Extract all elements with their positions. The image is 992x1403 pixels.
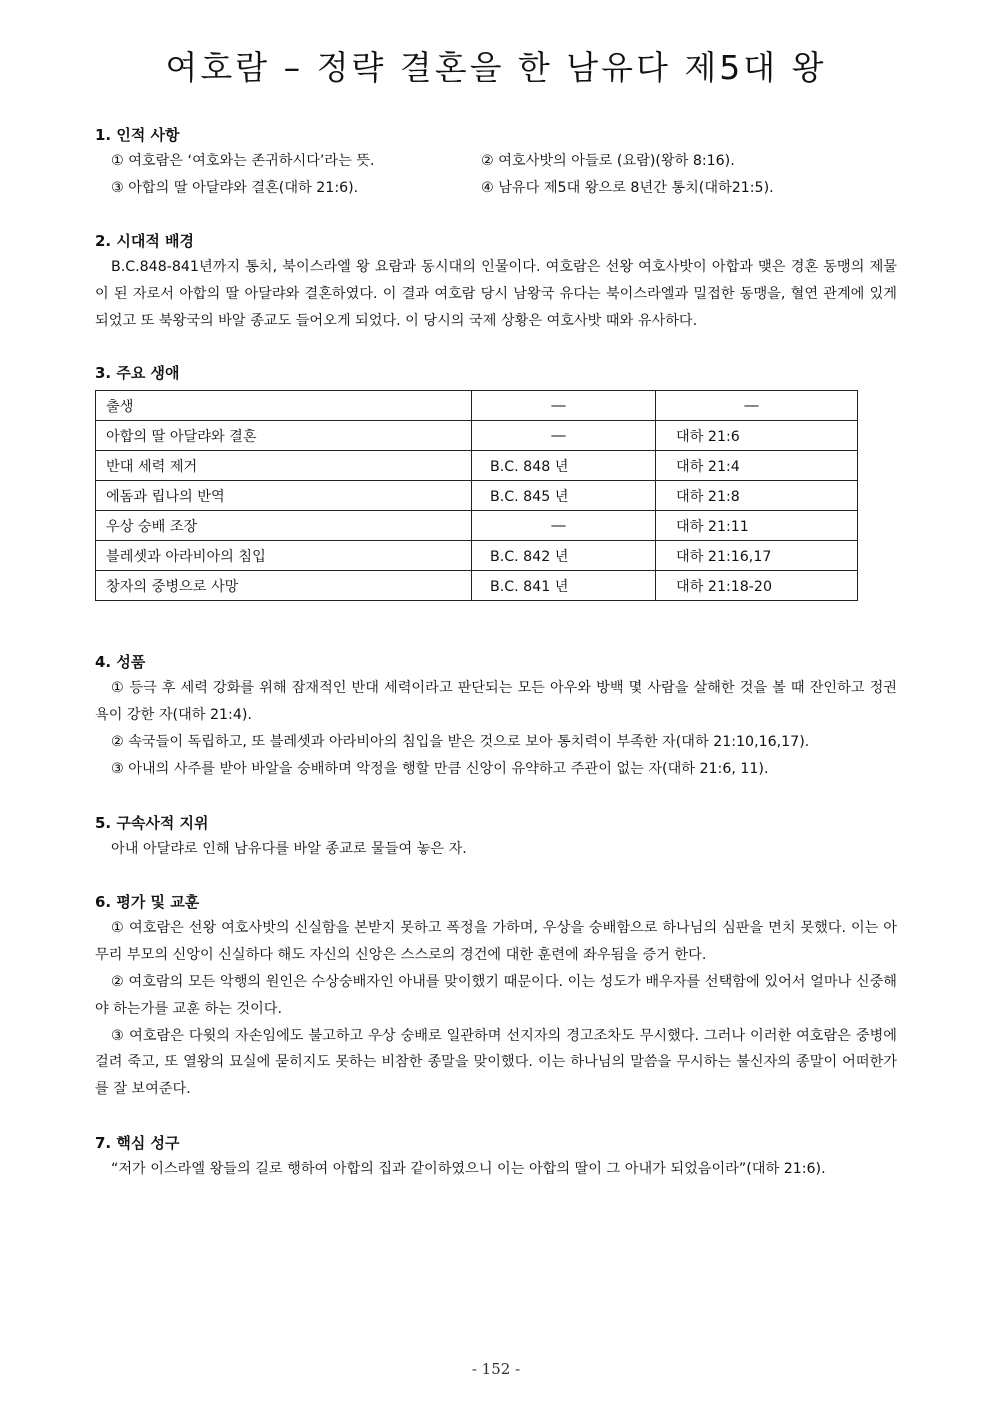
section-heading: 2. 시대적 배경 (95, 232, 195, 250)
event-cell: 우상 숭배 조장 (96, 511, 472, 541)
date-cell: ― (472, 391, 656, 421)
date-cell: B.C. 848 년 (472, 451, 656, 481)
page-number: - 152 - (471, 1360, 521, 1378)
section-heading: 4. 성품 (95, 653, 146, 672)
date-cell: B.C. 841 년 (472, 571, 656, 601)
paragraph: “저가 이스라엘 왕들의 길로 행하여 아합의 집과 같이하였으니 이는 아합의 딸이 그 아내가 되었음이라”(대하 21:6). (111, 1160, 826, 1177)
paragraph: ② 속국들이 독립하고, 또 블레셋과 아라비아의 침입을 받은 것으로 보아 통치력이 부족한 자(대하 21:10,16,17). (111, 733, 810, 750)
paragraph: ① 여호람은 선왕 여호사밧의 신실함을 본받지 못하고 폭정을 가하며, 우상을 숭배함으로 하나님의 심판을 면치 못했다. 이는 아무리 부모의 신앙이 신실하다 해도 자신의 신앙은 스스로의 경건에 대한 훈련에 좌우됨을 증거 한다. (95, 920, 897, 964)
section-character (95, 649, 897, 782)
section-heading: 1. 인적 사항 (95, 126, 180, 144)
info-item: ③ 아합의 딸 아달랴와 결혼(대하 21:6). (111, 179, 359, 196)
paragraph: B.C.848-841년까지 통치, 북이스라엘 왕 요람과 동시대의 인물이다. 여호람은 선왕 여호사밧이 아합과 맺은 경혼 동맹의 제물이 된 자로서 아합의 딸 아달랴와 결혼하였다. 이 결과 여호람 당시 남왕국 유다는 북이스라엘과 밀접한 동맹을, 혈연 관계에 있게 되었고 또 북왕국의 바알 종교도 들어오게 되었다. 이 당시의 국제 상황은 여호사밧 때와 유사하다. (95, 259, 898, 329)
paragraph: ③ 여호람은 다윗의 자손임에도 불고하고 우상 숭배로 일관하며 선지자의 경고조차도 무시했다. 그러나 이러한 여호람은 중병에 걸려 죽고, 또 열왕의 묘실에 묻히지도 못하는 비참한 종말을 맞이했다. 이는 하나님의 말씀을 무시하는 불신자의 종말이 어떠한가를 잘 보여준다. (95, 1027, 897, 1098)
date-cell: ― (472, 511, 656, 541)
reference-cell: 대하 21:8 (656, 481, 858, 511)
table-row (96, 511, 858, 541)
info-item: ② 여호사밧의 아들로 (요람)(왕하 8:16). (481, 153, 735, 169)
page-title: 여호람 – 정략 결혼을 한 남유다 제5대 왕 (165, 48, 827, 87)
date-cell: B.C. 842 년 (472, 541, 656, 571)
table-row (96, 391, 858, 421)
event-cell: 출생 (96, 391, 472, 421)
content-body (95, 122, 897, 1183)
table-row (96, 571, 858, 601)
date-cell: ― (472, 421, 656, 451)
reference-cell: 대하 21:11 (656, 511, 858, 541)
event-cell: 블레셋과 아라비아의 침입 (96, 541, 472, 571)
section-heading: 6. 평가 및 교훈 (95, 893, 200, 912)
info-row (95, 148, 897, 175)
paragraph: ③ 아내의 사주를 받아 바알을 숭배하며 악정을 행할 만큼 신앙이 유약하고 주관이 없는 자(대하 21:6, 11). (111, 760, 769, 777)
section-evaluation (95, 889, 897, 1103)
section-redemptive-status (95, 810, 897, 863)
section-key-verse (95, 1130, 897, 1183)
event-cell: 아합의 딸 아달랴와 결혼 (96, 421, 472, 451)
life-events-table (95, 390, 858, 601)
info-item: ① 여호람은 ‘여호와는 존귀하시다’라는 뜻. (111, 153, 375, 169)
paragraph: ① 등극 후 세력 강화를 위해 잠재적인 반대 세력이라고 판단되는 모든 아우와 방백 몇 사람을 살해한 것을 볼 때 잔인하고 정권욕이 강한 자(대하 21:4). (95, 680, 897, 724)
event-cell: 에돔과 립나의 반역 (96, 481, 472, 511)
table-row (96, 421, 858, 451)
section-personal-info (95, 122, 897, 201)
table-row (96, 541, 858, 571)
section-life (95, 360, 897, 601)
section-heading: 7. 핵심 성구 (95, 1133, 180, 1152)
date-cell: B.C. 845 년 (472, 481, 656, 511)
paragraph: ② 여호람의 모든 악행의 원인은 수상숭배자인 아내를 맞이했기 때문이다. 이는 성도가 배우자를 선택함에 있어서 얼마나 신중해야 하는가를 교훈 하는 것이다. (95, 973, 897, 1017)
reference-cell: 대하 21:6 (656, 421, 858, 451)
info-row (95, 175, 897, 202)
info-item: ④ 남유다 제5대 왕으로 8년간 통치(대하21:5). (481, 179, 774, 196)
event-cell: 반대 세력 제거 (96, 451, 472, 481)
reference-cell: 대하 21:4 (656, 451, 858, 481)
reference-cell: 대하 21:16,17 (656, 541, 858, 571)
table-row (96, 451, 858, 481)
section-background (95, 228, 897, 334)
section-heading: 5. 구속사적 지위 (95, 813, 209, 832)
event-cell: 창자의 중병으로 사망 (96, 571, 472, 601)
section-heading: 3. 주요 생애 (95, 364, 180, 383)
paragraph: 아내 아달랴로 인해 남유다를 바알 종교로 물들여 놓은 자. (111, 840, 467, 857)
table-row (96, 481, 858, 511)
reference-cell: ― (656, 391, 858, 421)
reference-cell: 대하 21:18-20 (656, 571, 858, 601)
